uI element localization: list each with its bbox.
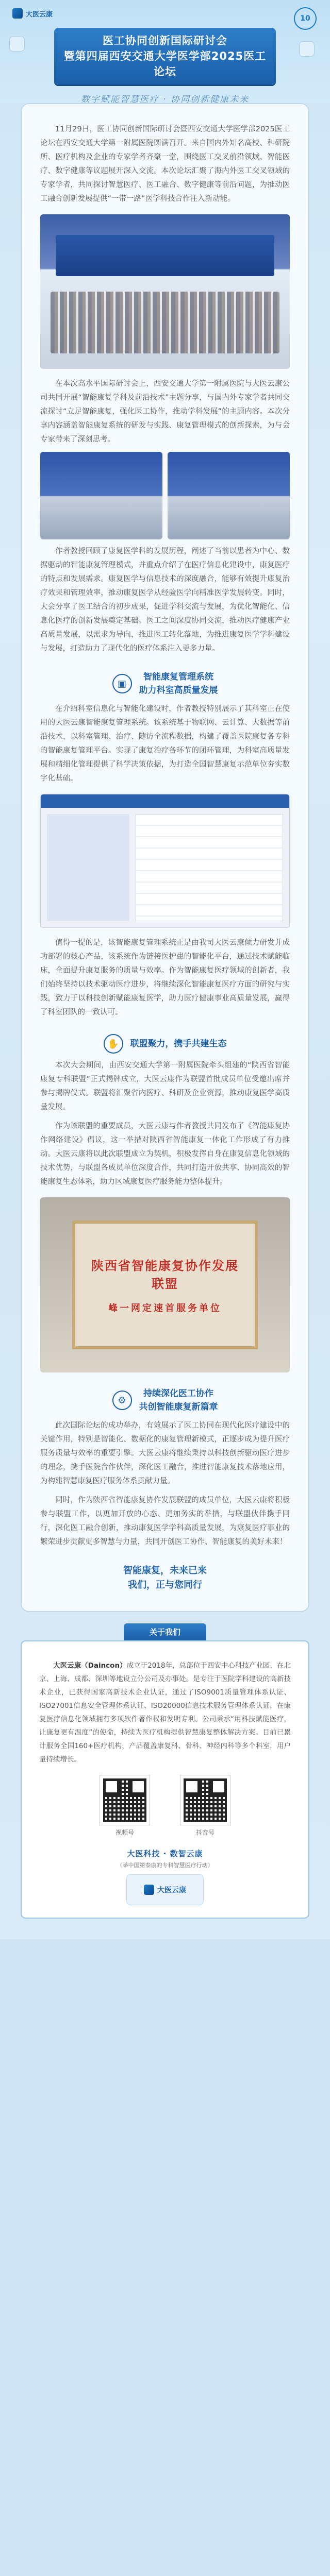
- title-ribbon: [54, 28, 276, 84]
- section-title-line1: 持续深化医工协作: [143, 1388, 213, 1399]
- about-brand: 大医云康（Daincon）: [53, 1662, 127, 1670]
- header-subcaption: 数字赋能智慧医疗 · 协同创新健康未来: [80, 94, 250, 103]
- intro-paragraph-2: 在本次高水平国际研讨会上，西安交通大学第一附属医院与大医云康公司共同开展“智能康复学科及前沿技术”主题分享，与国内外专家学者共同交流探讨“立足智能康复，强化医工协作，推动学科发展”的主题内容。本次分享内容涵盖智能康复系统的研发与实践、康复管理模式的创新探索，为与会专家带来了深刻思考。: [40, 380, 290, 444]
- page-title-line1: 医工协同创新国际研讨会: [103, 35, 227, 47]
- section1-paragraph-2: 值得一提的是，该智能康复管理系统正是由我司大医云康倾力研发并成功部署的核心产品，该系统作为链接医护患的智能化平台，通过技术赋能临床，全面提升康复服务的质量与效率。作为智能康复医疗领域的创新者，我们始终坚持以技术驱动医疗进步，将继续深化智能康复医疗方面的研究与实践，致力于以科技创新赋能康复医学，助力医疗健康事业高质量发展，赢得了科室团队的一致认可。: [40, 939, 290, 1016]
- intro-paragraph-3: 作者教授回顾了康复医学科的发展历程，阐述了当前以患者为中心、数据驱动的智能康复管理模式，并重点介绍了在医疗信息化建设中，康复医疗的特点和发展需求。康复医学与信息技术的深度融合，能够有效提升康复治疗效果和管理效率，推动康复医学从经验医学向精准医学发展转变。同时，大会分享了医工结合的初步成果，促进学科交流与发展，为优化智能化、信息化医疗的创新发展奠定基础。医工之间深度协同交流，推动医疗健康产业高质量发展，以需求为导向，推进医工转化落地，为推进康复医学学科建设与发展，打造助力了现代化的医疗体系注入更多力量。: [40, 547, 290, 653]
- attendees-group: [51, 292, 279, 353]
- footer-brand: [39, 1848, 291, 1905]
- slogan-line1: 智能康复，未来已来: [123, 1565, 207, 1576]
- alliance-plaque: [72, 1221, 258, 1349]
- alliance-plaque-photo: [40, 1197, 290, 1372]
- decorative-icon: [9, 36, 25, 52]
- header-banner: [0, 0, 330, 103]
- closing-slogan: [40, 1564, 290, 1592]
- plaque-title: 陕西省智能康复协作发展联盟: [91, 1259, 239, 1291]
- section1-paragraph-1: 在介绍科室信息化与智能化建设时，作者教授特别展示了其科室正在使用的大医云康智能康复管理系统。该系统基于物联网、云计算、大数据等前沿技术，以科室管理、治疗、随访全流程数据，构建了覆盖医院康复各专科的智能康复管理平台。实现了康复治疗各环节的闭环管理，为科室高质量发展和精细化管理提供了科学决策依据，为打造全国智慧康复示范单位夯实数字化基础。: [40, 705, 290, 783]
- speaker-photo: [40, 452, 162, 539]
- decorative-icon: [299, 41, 315, 57]
- qr-code-icon: [100, 1775, 150, 1825]
- footer-line2: （举中国第泰康的专科智慧医疗行动）: [117, 1862, 213, 1869]
- section2-paragraph-1: 本次大会期间，由西安交通大学第一附属医院牵头组建的“陕西省智能康复专科联盟”正式揭牌成立，大医云康作为联盟首批成员单位受邀出席并参与揭牌仪式。联盟将汇聚省内医疗、科研及企业资源，推动康复医学高质量发展。: [40, 1061, 290, 1111]
- qr-douyin[interactable]: [180, 1775, 230, 1837]
- footer-logo-text: 大医云康: [157, 1886, 186, 1894]
- about-paragraph: [39, 1659, 291, 1766]
- plaque-subtitle: 峰一网定速首服务单位: [108, 1303, 222, 1314]
- section3-paragraph-2: 同时，作为陕西省智能康复协作发展联盟的成员单位，大医云康将积极参与联盟工作，以更加开放的心态、更加务实的举措，与联盟伙伴携手同行，深化医工融合创新，推动康复医学学科高质量发展，为康复医疗事业的繁荣进步贡献更多智慧与力量，共同开创医工协作、智能康复的美好未来！: [40, 1496, 290, 1546]
- qr-label: 抖音号: [195, 1829, 214, 1836]
- system-screenshot-sidebar: [47, 814, 129, 921]
- section-title-line2: 助力科室高质量发展: [139, 685, 218, 696]
- audience-photo: [168, 452, 290, 539]
- anniversary-badge: 10: [294, 7, 317, 30]
- brand-logo-icon: [12, 8, 23, 19]
- gear-icon: ⚙: [112, 1391, 132, 1410]
- slogan-line2: 我们，正与您同行: [128, 1580, 202, 1590]
- monitor-icon: ▣: [112, 674, 132, 693]
- qr-video-channel[interactable]: [100, 1775, 150, 1837]
- footer-logo: [126, 1874, 204, 1905]
- section2-paragraph-2: 作为该联盟的重要成员，大医云康与作者教授共同发布了《智能康复协作网络建设》倡议，这一举措对陕西省智能康复一体化工作形成了有力推动。大医云康将以此次联盟成立为契机，积极发挥自身在康复信息化领域的技术优势，与联盟各成员单位深度合作，共同打造开放共享、协同高效的智能康复生态体系，助力区域康复医疗服务能力整体提升。: [40, 1122, 290, 1186]
- qr-label: 视频号: [115, 1829, 134, 1836]
- intro-paragraph-1: 11月29日，医工协同创新国际研讨会暨西安交通大学医学部2025医工论坛在西安交通大学第一附属医院圆满召开。来自国内外知名高校、科研院所、医疗机构及企业的专家学者齐聚一堂，围绕医工交叉前沿领域、智能医疗、数字健康等议题展开深入交流。本次论坛汇聚了海内外医工交叉领域的专家学者，共同探讨智慧医疗、医工融合、数字健康等前沿问题，为推动医工融合创新发展提供“一带一路”医学科技合作注入新动能。: [40, 125, 290, 203]
- brand-logo: [12, 8, 318, 19]
- stage-screen: [56, 235, 274, 276]
- intro-card: [21, 103, 309, 1612]
- section-title: 联盟聚力，携手共建生态: [130, 1039, 227, 1049]
- section-title-line1: 智能康复管理系统: [143, 672, 213, 682]
- qr-code-icon: [180, 1775, 230, 1825]
- system-screenshot-topbar: [41, 794, 289, 808]
- photo-row: [40, 452, 290, 539]
- section-title-line2: 共创智能康复新篇章: [139, 1402, 218, 1412]
- section-heading-future: [40, 1387, 290, 1414]
- about-tab: 关于我们: [124, 1623, 206, 1640]
- brand-logo-icon: [144, 1885, 154, 1895]
- section-heading-alliance: [40, 1034, 290, 1054]
- conference-hall-photo: [40, 214, 290, 369]
- qr-code-row: [39, 1775, 291, 1837]
- handshake-icon: ✋: [104, 1034, 123, 1054]
- about-card: [21, 1640, 309, 1919]
- about-text: 成立于2018年，总部位于西安中心科技产业园，在北京、上海、成都、深圳等地设立分公司及办事处。是专注于医院学科建设的高新技术企业，已获得国家高新技术企业认证，通过了ISO9001质量管理体系认证、ISO27001信息安全管理体系认证、ISO20000信息技术服务管理体系认证，在康复医疗信息化领域拥有多项软件著作权和发明专利。公司秉承“用科技赋能医疗，让康复更有温度”的使命，持续为医疗机构提供智慧康复整体解决方案。目前已累计服务全国160+医疗机构，产品覆盖康复科、骨科、神经内科等多个科室，用户量持续增长。: [39, 1662, 291, 1764]
- system-screenshot: [40, 794, 290, 928]
- section3-paragraph-1: 此次国际论坛的成功举办，有效展示了医工协同在现代化医疗建设中的关键作用，特别是智能化、数据化的康复管理新模式，正逐步成为提升医疗服务质量与效率的重要引擎。大医云康将继续秉持以科技创新驱动医疗进步的理念，携手医院合作伙伴，深化医工融合，推进智能康复技术落地应用，为构建智慧康复医疗服务体系贡献力量。: [40, 1421, 290, 1485]
- brand-name: 大医云康: [26, 10, 53, 19]
- page-title-line2: 暨第四届西安交通大学医学部2025医工论坛: [63, 50, 267, 78]
- footer-line1: 大医科技 · 数智云康: [127, 1849, 203, 1858]
- section-heading-system: [40, 670, 290, 697]
- system-screenshot-table: [136, 814, 283, 921]
